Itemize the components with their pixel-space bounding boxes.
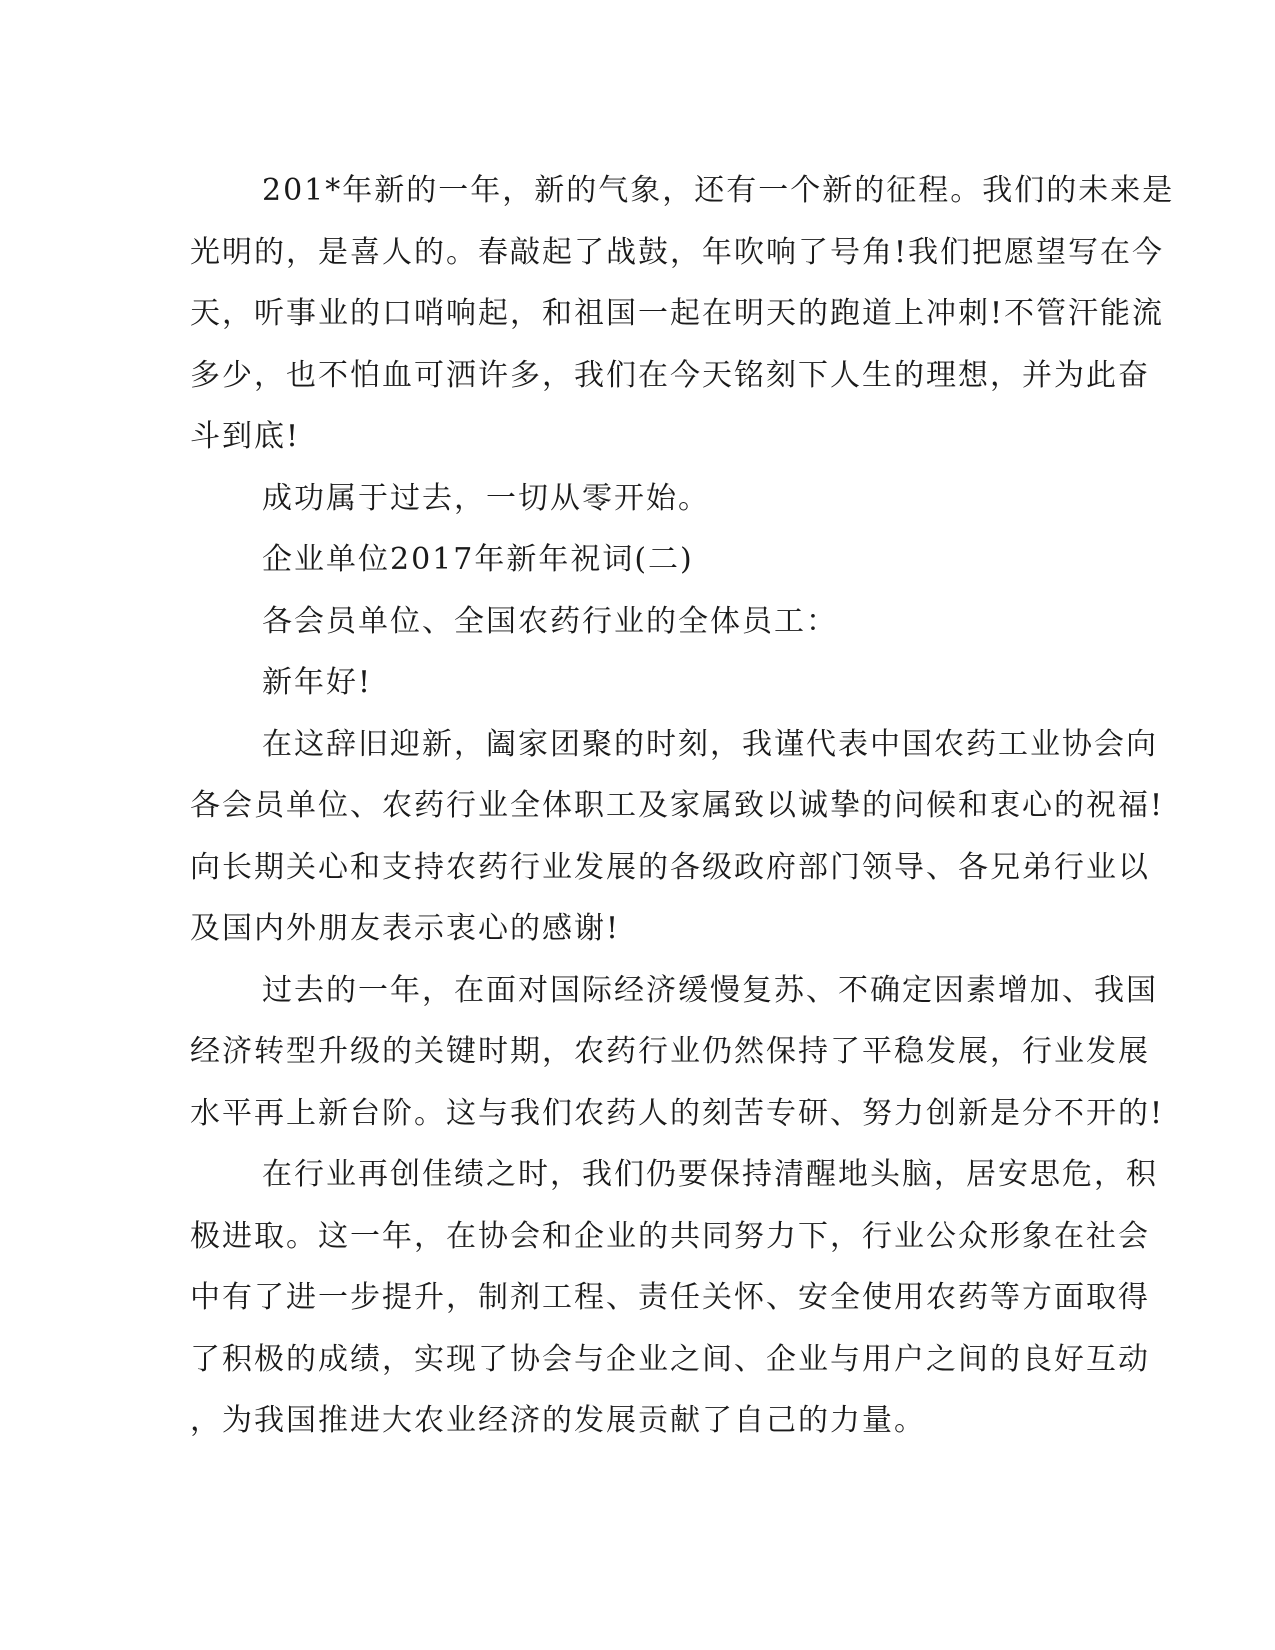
text-line: 经济转型升级的关键时期，农药行业仍然保持了平稳发展，行业发展 — [190, 1034, 1150, 1069]
text-line: 新年好! — [262, 665, 373, 700]
text-line: ，为我国推进大农业经济的发展贡献了自己的力量。 — [190, 1403, 926, 1438]
document-body — [190, 160, 1175, 1452]
text-line: 极进取。这一年，在协会和企业的共同努力下，行业公众形象在社会 — [190, 1218, 1150, 1254]
text-line: 201*年新的一年，新的气象，还有一个新的征程。我们的未来是 — [262, 173, 1175, 208]
paragraph-past-year — [190, 960, 1165, 1145]
text-line: 斗到底! — [190, 419, 301, 454]
text-line: 水平再上新台阶。这与我们农药人的刻苦专研、努力创新是分不开的! — [190, 1095, 1165, 1131]
text-line: 成功属于过去，一切从零开始。 — [262, 480, 710, 516]
text-line: 各会员单位、农药行业全体职工及家属致以诚挚的问候和衷心的祝福! — [190, 788, 1165, 823]
greeting — [190, 652, 1080, 714]
paragraph-achievements — [190, 1144, 1158, 1452]
text-line: 向长期关心和支持农药行业发展的各级政府部门领导、各兄弟行业以 — [190, 849, 1150, 885]
paragraph-new-year-intro — [190, 160, 1175, 468]
text-line: 天，听事业的口哨响起，和祖国一起在明天的跑道上冲刺!不管汗能流 — [190, 296, 1165, 331]
text-line: 多少，也不怕血可洒许多，我们在今天铭刻下人生的理想，并为此奋 — [190, 357, 1150, 393]
text-line: 在行业再创佳绩之时，我们仍要保持清醒地头脑，居安思危，积 — [262, 1157, 1158, 1192]
salutation — [190, 591, 1080, 653]
text-line: 了积极的成绩，实现了协会与企业之间、企业与用户之间的良好互动 — [190, 1341, 1150, 1377]
text-line: 光明的，是喜人的。春敲起了战鼓，年吹响了号角!我们把愿望写在今 — [190, 234, 1165, 270]
text-line: 各会员单位、全国农药行业的全体员工： — [262, 603, 838, 639]
text-line: 企业单位2017年新年祝词(二) — [262, 542, 694, 577]
text-line: 中有了进一步提升，制剂工程、责任关怀、安全使用农药等方面取得 — [190, 1280, 1150, 1315]
text-line: 过去的一年，在面对国际经济缓慢复苏、不确定因素增加、我国 — [262, 972, 1158, 1008]
text-line: 在这辞旧迎新，阖家团聚的时刻，我谨代表中国农药工业协会向 — [262, 726, 1158, 762]
text-line: 及国内外朋友表示衷心的感谢! — [190, 911, 621, 946]
paragraph-success — [190, 468, 1080, 530]
section-heading — [190, 529, 1080, 591]
paragraph-wishes — [190, 714, 1165, 960]
